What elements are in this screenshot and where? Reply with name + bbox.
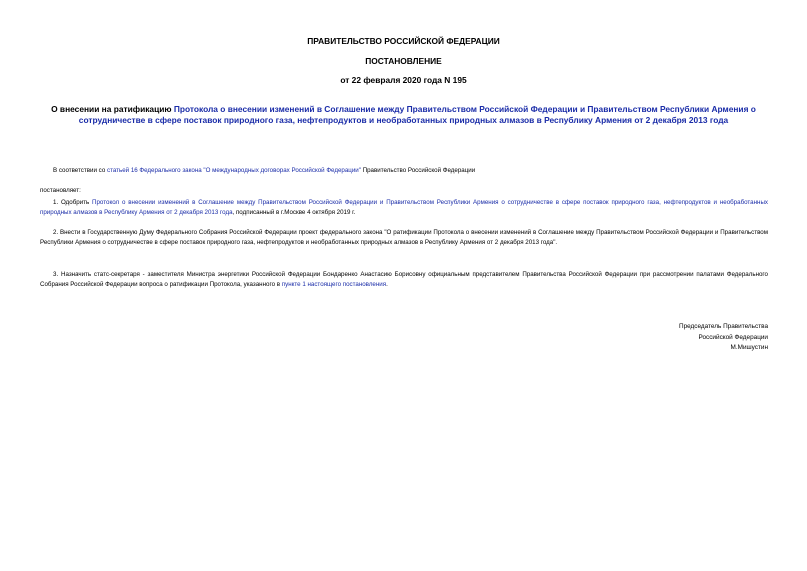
decides-line: постановляет:	[40, 187, 81, 194]
document-date-number: от 22 февраля 2020 года N 195	[340, 75, 467, 85]
signature-name: М.Мишустин	[730, 344, 768, 351]
document-type-heading: ПОСТАНОВЛЕНИЕ	[365, 56, 442, 66]
organization-heading: ПРАВИТЕЛЬСТВО РОССИЙСКОЙ ФЕДЕРАЦИИ	[307, 36, 500, 46]
signature-position: Председатель Правительства	[679, 323, 768, 330]
title-protocol-link[interactable]: Протокола о внесении изменений в Соглашение между Правительством Российской Федерации и Правительством Республики Армения о сотрудничестве в сфере поставок природного газа, нефтепродуктов и необработанных природных алмазов в Республику Армения от 2 декабря 2013 года	[78, 104, 756, 125]
item-2-paragraph: 2. Внести в Государственную Думу Федерального Собрания Российской Федерации проект федерального закона "О ратификации Протокола о внесении изменений в Соглашение между Правительством Российской Федерации и Правительством Республики Армения о сотрудничестве в сфере поставок природного газа, нефтепродуктов и необработанных природных алмазов в Республику Армения от 2 декабря 2013 года".	[40, 229, 768, 246]
signature-block	[679, 322, 768, 354]
title-prefix: О внесении на ратификацию	[51, 104, 174, 114]
item-1-protocol-link[interactable]: Протокол о внесении изменений в Соглашение между Правительством Российской Федерации и Правительством Республики Армения о сотрудничестве в сфере поставок природного газа, нефтепродуктов и необработанных природных алмазов в Республику Армения от 2 декабря 2013 года	[40, 199, 768, 216]
intro-suffix: Правительство Российской Федерации	[360, 167, 476, 174]
item-3-point-link[interactable]: пункте 1 настоящего постановления	[281, 281, 387, 288]
intro-paragraph	[40, 166, 768, 176]
intro-prefix: В соответствии со	[53, 167, 107, 174]
signature-position-2: Российской Федерации	[698, 333, 768, 341]
item-3-suffix: .	[386, 281, 388, 288]
item-1-suffix: , подписанный в г.Москве 4 октября 2019 г.	[232, 209, 356, 216]
item-1-prefix: 1. Одобрить	[53, 199, 93, 206]
item-1-paragraph	[40, 198, 768, 218]
intro-law-link[interactable]: статьей 16 Федерального закона "О международных договорах Российской Федерации"	[106, 167, 361, 174]
item-3-paragraph	[40, 270, 768, 290]
item-3-prefix: 3. Назначить статс-секретаря - заместителя Министра энергетики Российской Федерации Бондаренко Анастасию Борисовну официальным представителем Правительства Российской Федерации при рассмотрении палатами Федерального Собрания Российской Федерации вопроса о ратификации Протокола, указанного в	[40, 271, 768, 288]
document-title	[40, 104, 767, 126]
